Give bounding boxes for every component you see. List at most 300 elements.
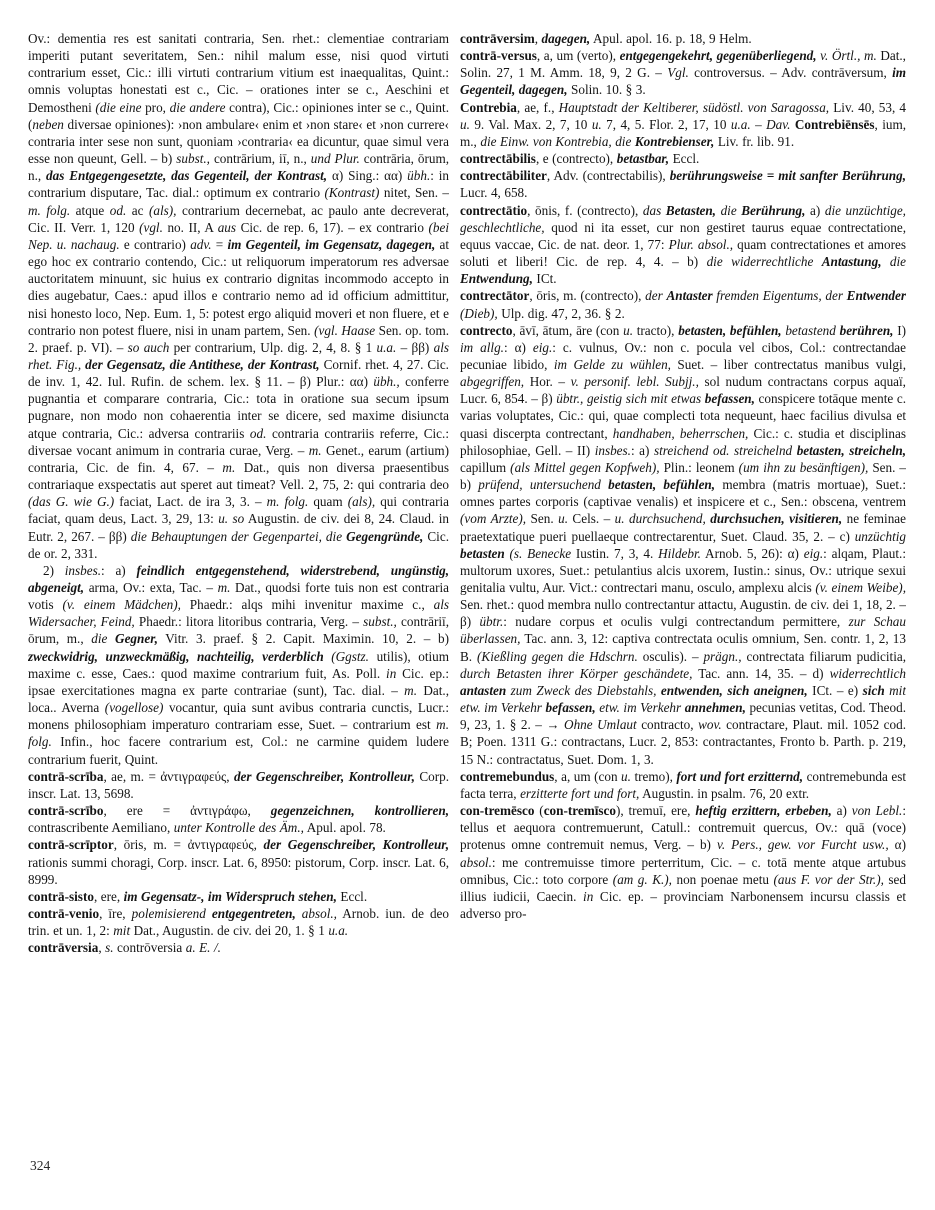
text-segment: absol., <box>295 905 337 921</box>
text-segment: im Gegenteil, im Gegensatz, dagegen, <box>227 236 436 252</box>
text-segment: das Entgegengesetzte, das Gegenteil, der Kontrast, <box>46 168 328 184</box>
text-segment: Berührung, <box>741 202 806 218</box>
text-segment: Antastung, <box>821 254 882 270</box>
text-segment: non poenae metu <box>671 871 774 887</box>
text-segment: eig. <box>532 339 553 355</box>
text-segment: fremden Eigentums, der <box>712 288 847 304</box>
text-segment: Entwender <box>846 288 906 304</box>
text-segment: contrectātor <box>460 288 530 304</box>
text-segment: von Lebl. <box>851 803 903 819</box>
text-segment: Dat., loca.. Averna <box>28 682 449 716</box>
text-segment: no. II, A <box>162 219 218 235</box>
text-segment: u. <box>591 116 602 132</box>
text-segment: absol. <box>460 854 492 870</box>
text-segment: unzüchtig <box>854 528 906 544</box>
text-segment: ), tremuī, ere, <box>615 803 696 819</box>
text-segment: : me contremuisse timore perterritum, Cic. – c. totā mente atque artubus omnibus, Cic.: toto corpore <box>460 854 906 887</box>
text-segment: Suet. – liber contrectatus manibus vulgi, <box>670 356 906 372</box>
text-segment: Phaedr.: alqs mihi invenitur maxime c., <box>180 597 434 613</box>
text-segment: contrā-sisto <box>28 888 94 904</box>
text-segment: in <box>583 888 594 904</box>
entry-contrarius-section-2 <box>28 562 449 768</box>
text-segment: als rhet. Fig., <box>28 339 449 372</box>
text-segment: Eccl. <box>336 888 368 904</box>
text-segment: v. Örtl., m. <box>816 48 877 64</box>
text-segment: u.a. <box>328 923 349 939</box>
text-segment: contrā-scrība <box>28 768 104 784</box>
text-segment: , ae, m. = ἀντιγραφεύς, <box>103 768 234 784</box>
text-segment: , ōris, m. (contrecto), <box>529 288 646 304</box>
text-segment: qui contraria faciat, quam deus, Lact. 3, 29, 13: <box>28 494 449 527</box>
text-segment: od. <box>109 202 127 218</box>
entry-contrecto <box>460 322 906 768</box>
text-segment: , ium, m., <box>460 116 906 149</box>
text-segment: , <box>534 31 542 46</box>
text-segment: Sen. <box>526 511 559 527</box>
text-segment: (Kontrast) <box>324 185 380 201</box>
text-segment: Augustin. in psalm. 76, 20 extr. <box>639 785 810 801</box>
text-segment: abgegriffen, <box>460 374 525 390</box>
text-segment: , ae, f., <box>516 99 559 115</box>
text-segment: in <box>386 665 397 681</box>
text-segment: zum Zweck des Diebstahls, <box>506 682 661 698</box>
text-segment: gegenzeichnen, kontrollieren, <box>270 803 449 819</box>
text-segment: (Ggstz. <box>331 648 369 664</box>
text-segment: der Gegensatz, die Antithese, der Kontrast, <box>81 356 320 372</box>
text-segment: handhaben, beherrschen, <box>612 425 749 441</box>
text-segment: Arnob. 5, 26): α) <box>700 545 804 561</box>
text-segment: quod ni ita esset, cur non gestiret taurus equae contrectatione, equus vaccae, Cic. de nat. deor. 1, 77: <box>460 219 906 252</box>
text-segment: Plin.: leonem <box>659 459 739 475</box>
text-segment: u. <box>623 322 633 338</box>
text-segment: m. <box>222 459 236 475</box>
text-segment: (v. einem Weibe), <box>815 580 906 595</box>
text-segment: , ere = ἀντιγράφω, <box>103 803 271 819</box>
text-segment: im Gelde zu wühlen, <box>553 356 671 372</box>
text-segment: adv. <box>190 236 212 252</box>
text-segment: , e (contrecto), <box>535 151 617 167</box>
text-segment: : c. vulnus, Ov.: non c. pocula vel cibos, Col.: contrectandae pecuniae libido, <box>460 339 906 372</box>
entry-contrectatio <box>460 202 906 288</box>
text-segment: : α) <box>503 339 533 355</box>
text-segment: übh., <box>373 374 400 390</box>
text-segment: contrā-scrīptor <box>28 837 114 853</box>
text-segment: Apul. apol. 78. <box>303 820 386 836</box>
text-segment: contraria contrariis referre, Cic.: diversae vocant animum in contraria curae, Verg. – <box>28 425 449 458</box>
text-segment: so auch <box>127 339 170 355</box>
text-segment: Sen. op. tom. 2. praef. p. VI). – <box>28 322 449 355</box>
text-segment: die <box>715 202 742 218</box>
text-segment: Gegengründe, <box>346 528 424 544</box>
text-segment: con-tremēsco <box>460 803 535 819</box>
text-segment: per contrarium, Ulp. dig. 2, 4, 8. § 1 <box>169 339 377 355</box>
text-segment: arma, Ov.: exta, Tac. – <box>84 580 218 595</box>
text-segment: Cic.: c. studia et disciplinas philosophiae, Gell. – II) <box>460 425 906 458</box>
text-segment: contrectābiliter <box>460 168 547 184</box>
text-segment: erzitterte fort und fort, <box>520 785 640 801</box>
entry-contrarius-continuation <box>28 30 449 562</box>
text-segment: a. E. /. <box>185 940 221 956</box>
text-segment: Vgl. <box>667 65 689 81</box>
text-segment: contrarium decernebat, ac paulo ante decreverat, Cic. II. Verr. 1, 120 <box>28 202 449 235</box>
text-segment: (als), <box>347 494 376 510</box>
text-segment: u. <box>621 768 631 784</box>
text-segment: u. so <box>218 511 245 527</box>
text-segment: contrectātio <box>460 202 528 218</box>
text-segment: controversus. – Adv. contrāversum, <box>688 65 893 81</box>
text-segment: Iustin. 7, 3, 4. <box>571 545 659 561</box>
text-segment: Sen. rhet.: quod membra nullo contrectantur attactu, Augustin. de civ. dei 1, 18, 2. – β) <box>460 597 906 630</box>
text-segment: Entwendung, <box>460 271 533 287</box>
entry-contra-versus <box>460 47 906 98</box>
text-segment: berühren, <box>839 322 894 338</box>
text-segment: (als Mittel gegen Kopfweh), <box>510 459 660 475</box>
text-segment: Hauptstadt der Keltiberer, südöstl. von Saragossa, <box>558 99 830 115</box>
text-segment: contrārium, iī, n., <box>209 151 311 167</box>
text-segment: als Widersacher, Feind, <box>28 597 449 630</box>
text-segment: pecunias vetitas, Cod. Theod. 9, 23, 1. § 2. – → <box>460 700 906 733</box>
text-segment: vocantur, quia sunt avibus contraria cunctis, Lucr.: monens philosophiam imperaturo contrariam esse, Suet. – contrarium est <box>28 700 449 733</box>
text-segment: contrecto <box>460 322 513 338</box>
text-segment: contrā-versus <box>460 48 537 64</box>
text-segment: polemisierend <box>131 905 212 921</box>
text-segment: zweckwidrig, unzweckmäßig, nachteilig, verderblich <box>28 648 332 664</box>
entry-contra-venio <box>28 905 449 939</box>
text-segment: tracto), <box>632 322 679 338</box>
text-segment: annehmen, <box>684 700 746 716</box>
text-segment: at ego hoc ex contrario contendo, Cic.: ut reliquorum imperatorum res adversae auctoritatem minuunt, sic huius ex contrario dignitas incommodo accepto in dies augebatur, Caes.: apud illos e contrario nemo ad id officium admittitur, nisi honesto loco, Nep. Eum. 1, 5: potest ergo aliquid moveri et non fluere, et e contrario non potest fluere, nisi in unam partem, Sen. <box>28 236 449 338</box>
text-segment: Ohne Umlaut <box>564 717 637 733</box>
text-segment: betasten, streicheln, <box>796 442 906 458</box>
text-segment: , <box>98 940 106 956</box>
text-segment: Solin. 10. § 3. <box>567 82 646 98</box>
text-segment: Eccl. <box>669 151 700 167</box>
text-segment: Liv. fr. lib. 91. <box>714 133 795 149</box>
column-right <box>460 30 906 1154</box>
text-segment: betastend <box>781 322 840 338</box>
text-segment: osculis). – <box>637 648 704 664</box>
text-segment: m. folg. <box>28 717 449 750</box>
text-segment: die <box>91 631 116 647</box>
text-segment: Augustin. de civ. dei 8, 24. Claud. in Eutr. 2, 267. – ββ) <box>28 511 449 544</box>
text-segment: Dat., quis non diversa praesentibus contrariaque exspectatis aut speret aut timeat? Vell. 2, 75, 2: qui contraria deo <box>28 459 449 493</box>
text-segment: Hildebr. <box>658 545 701 561</box>
text-segment: u.a. <box>376 339 397 355</box>
text-segment: prüfend, untersuchend <box>478 477 609 493</box>
text-segment: (s. Benecke <box>509 545 572 561</box>
text-segment: subst., <box>176 151 210 167</box>
text-segment: contrāversia <box>28 940 99 956</box>
text-segment: quam contrectationes et amores soluti et liberi! Cic. de rep. 4, 4. – b) <box>460 236 906 270</box>
text-segment: , a, um (con <box>554 768 622 784</box>
text-segment: contracto, <box>636 717 699 733</box>
text-segment: : in contrarium disputare, Tac. dial.: optimum ex contrario <box>28 168 449 201</box>
text-segment: u. <box>460 116 470 132</box>
text-segment: Tac. ann. 14, 35. – d) <box>692 665 830 681</box>
entry-contraversia <box>28 939 449 956</box>
text-segment: Sen. – b) <box>460 459 906 493</box>
text-segment: v. personif. lebl. Subjj., <box>570 374 699 390</box>
text-segment: betasten, befühlen, <box>678 322 782 338</box>
entry-contrectabilis <box>460 150 906 167</box>
entry-contraversim <box>460 30 906 47</box>
text-segment: Genet., earum (artium) contraria, Cic. de fin. 4, 67. – <box>28 442 449 475</box>
entry-contrectator <box>460 287 906 321</box>
text-segment: capillum <box>460 459 511 475</box>
text-segment: sol nudum contractans corpus aquaï, Lucr. 6, 854. – β) <box>460 374 906 407</box>
text-segment: entgegentreten, <box>211 905 296 921</box>
text-segment: Cels. – <box>567 511 615 527</box>
text-segment: Dat., Augustin. de civ. dei 20, 1. § 1 <box>130 923 329 939</box>
text-segment: (als), <box>148 202 177 218</box>
text-segment: contremebundus <box>460 768 555 784</box>
text-segment: contractare, Plaut. mil. 1052 cod. B; Poen. 1311 G.: contractans, Lucr. 2, 853: contractantes, Fronto b. Parth. p. 219, 15 N.: contractatus, Suet. Dom. 1, 3. <box>460 717 906 767</box>
text-segment: 9. Val. Max. 2, 7, 10 <box>469 116 592 132</box>
text-segment: contra), Cic.: opiniones inter se c., Quint. ( <box>28 99 449 132</box>
text-segment: Corp. inscr. Lat. 13, 5698. <box>28 768 449 801</box>
text-segment: widerrechtlich <box>829 665 906 681</box>
text-segment: m. <box>308 442 322 458</box>
text-segment: contrōversia <box>113 940 186 956</box>
text-segment: im Gegenteil, dagegen, <box>460 65 906 98</box>
text-segment: contrāria, ōrum, n., <box>28 151 449 184</box>
text-segment: das <box>642 202 666 218</box>
text-segment: dagegen, <box>541 31 591 46</box>
text-segment: Cic. de rep. 6, 17). – ex contrario <box>236 219 429 235</box>
text-segment: Betasten, <box>665 202 716 218</box>
text-segment: Arnob. iun. de deo trin. et un. 1, 2: <box>28 905 449 939</box>
text-segment: tremo), <box>630 768 677 784</box>
text-segment: neben <box>32 116 64 132</box>
text-segment: Ulp. dig. 47, 2, 36. § 2. <box>497 305 625 321</box>
text-segment: der Gegenschreiber, Kontrolleur, <box>233 768 415 784</box>
text-segment: Ov.: dementia res est sanitati contraria, Sen. rhet.: clementiae contrariam imperiti putant severitatem, Sen.: nihil malum esse, nisi quod virtuti contrarium esset, Cic.: illi virtuti contrarium vitium est inaequalitas, Quint.: omnis voluptas honestati est c., Cic. – orationes inter se c., Aeschini et Demostheni <box>28 31 449 115</box>
text-segment: Contrebia <box>460 99 517 115</box>
text-segment: Dat., Solin. 27, 1 M. Amm. 18, 9, 2 G. – <box>460 48 906 81</box>
entry-contra-scriba <box>28 768 449 802</box>
text-segment: Phaedr.: litora litoribus contraria, Verg. – <box>134 614 364 630</box>
text-segment: atque <box>70 202 110 218</box>
text-segment: : alqam, Plaut.: multorum uxores, Suet.: petulantius alcis uxorem, Iustin.: sinus, Ov.: utrique sexui genitalia vultu, Aur. Vict.: contrectari manu, osculo, amplexu alcis <box>460 545 906 595</box>
entry-con-tremesco <box>460 802 906 922</box>
text-segment: ICt. <box>532 271 557 287</box>
text-segment: con-tremīsco <box>543 803 616 819</box>
text-segment: (vgl. <box>139 219 163 235</box>
text-segment: , Adv. (contrectabilis), <box>546 168 670 184</box>
text-segment: Apul. apol. 16. p. 18, 9 Helm. <box>590 31 752 46</box>
text-segment: u. durchsuchend, <box>614 511 706 527</box>
text-segment: mit etw. im Verkehr <box>460 682 906 716</box>
text-segment: contrascribente Aemiliano, <box>28 820 174 836</box>
text-segment: : tellus et aequora contremuerunt, Catull.: contremuit quercus, Ov.: quā (voce) protenus omne contremuit nemus, Verg. – b) <box>460 803 906 853</box>
text-segment: – ββ) <box>396 339 434 355</box>
text-segment: sich <box>862 682 885 698</box>
text-segment: = <box>211 236 228 252</box>
text-segment: unter Kontrolle des Äm., <box>173 820 304 836</box>
text-segment: insbes. <box>64 562 102 578</box>
text-segment: berührungsweise = mit sanfter Berührung, <box>669 168 906 184</box>
text-segment: conferre pugnantia et comparare contraria, Cic.: tota in oratione sua secum ipsum pugnare, non modo non cohaerentia inter se dicere, sed maxime disiuncta atque contraria, Cic.: adversa contrariis <box>28 374 449 441</box>
text-segment: (Dieb), <box>460 305 498 321</box>
text-segment: pro, <box>141 99 170 115</box>
text-segment: die Einw. von Kontrebia, die <box>480 133 635 149</box>
text-segment: contrā-venio <box>28 905 100 921</box>
text-segment: (am g. K.), <box>612 871 672 887</box>
text-segment: der <box>645 288 667 304</box>
text-segment: : a) <box>630 442 654 458</box>
text-segment: mit <box>113 923 131 939</box>
text-segment: s. <box>105 940 114 956</box>
text-segment: contrāversim <box>460 31 535 46</box>
text-segment: m. <box>404 682 417 698</box>
text-segment: der Gegenschreiber, Kontrolleur, <box>263 837 449 853</box>
text-segment: subst., <box>363 614 397 630</box>
text-columns <box>28 30 906 1154</box>
text-segment: m. folg. <box>28 202 71 218</box>
text-segment: m. folg. <box>266 494 309 510</box>
text-segment: contremebunda est facta terra, <box>460 768 906 801</box>
text-segment: prägn., <box>703 648 742 664</box>
text-segment: conspicere totāque mente c. varias voluptates, Cic.: qui, quae complecti tota nequeunt, haec facilius divulsa et quasi discerpta contrectant, <box>460 391 906 441</box>
text-segment: ac <box>126 202 149 218</box>
text-segment: , a, um (verto), <box>536 48 620 64</box>
text-segment: quam <box>308 494 348 510</box>
text-segment: Plur. absol., <box>668 236 734 252</box>
text-segment: (vogellose) <box>104 700 164 716</box>
text-segment: Contrebiēnsēs <box>794 116 875 132</box>
text-segment: utilis), otium maxime c. esse, Caes.: quod maxime contrarium fuit, As. Poll. <box>28 648 449 681</box>
text-segment: die andere <box>169 99 226 115</box>
text-segment: u.a. <box>730 116 751 132</box>
text-segment: entwenden, sich aneignen, <box>660 682 808 698</box>
text-segment: eig. <box>803 545 824 561</box>
text-segment: die unzüchtige, geschlechtliche, <box>460 202 906 235</box>
text-segment: Kontrebienser, <box>634 133 715 149</box>
text-segment: (die eine <box>95 99 142 115</box>
text-segment: und Plur. <box>310 151 360 167</box>
text-segment: die Behauptungen der Gegenpartei, die <box>130 528 347 544</box>
text-segment: , īre, <box>99 905 132 921</box>
page-number: 324 <box>30 1158 51 1173</box>
text-segment: betastbar, <box>616 151 670 167</box>
text-segment: diversae opiniones): ›non ambulare‹ enim et ›non stare‹ et ›non currere‹ contraria inter sese non sunt, quoniam ›contraria‹ ea dicuntur, quae simul vera esse non queunt, Gell. – b) <box>28 116 449 167</box>
text-segment: ne feminae praetextatique pueri puellaeque contrectarentur, Suet. Claud. 35, 2. – c) <box>460 511 906 544</box>
text-segment: – <box>750 116 767 132</box>
text-segment: ( <box>534 803 544 819</box>
entry-contra-sisto <box>28 888 449 905</box>
text-segment: α) Sing.: αα) <box>327 168 408 184</box>
text-segment: v. Pers., gew. vor Furcht usw., <box>716 837 889 853</box>
entry-contremebundus <box>460 768 906 802</box>
text-segment: befassen, <box>545 700 596 716</box>
text-segment: (bei Nep. u. nachaug. <box>28 219 449 252</box>
text-segment: Cic. ep. – provinciam Narbonensem incursu classis et adverso pro- <box>460 888 906 921</box>
dictionary-page <box>28 30 906 1154</box>
text-segment: feindlich entgegenstehend, widerstrebend, ungünstig, abgeneigt, <box>28 562 449 595</box>
text-segment: , āvī, ātum, āre (con <box>512 322 624 338</box>
text-segment: Dav. <box>766 116 791 132</box>
text-segment: 2) <box>43 562 65 578</box>
text-segment: ICt. – e) <box>807 682 863 698</box>
text-segment: Infin., hoc facere contrarium est, Col.: ne carmine quidem ludere contrarium fuerit, Quint. <box>28 734 449 767</box>
text-segment: (aus F. vor der Str.), <box>773 871 884 887</box>
text-segment: od. <box>249 425 267 441</box>
text-segment: e contrario) <box>119 236 191 252</box>
text-segment: contrectata filiarum pudicitia, <box>741 648 906 664</box>
text-segment: 7, 4, 5. Flor. 2, 17, 10 <box>601 116 731 132</box>
text-segment: betasten, befühlen, <box>608 477 716 493</box>
text-segment: entgegengekehrt, gegenüberliegend, <box>619 48 817 64</box>
text-segment: (das G. wie G.) <box>28 494 115 510</box>
text-segment: (vgl. Haase <box>314 322 376 338</box>
text-segment: Dat., quodsi forte tuis non est contraria votis <box>28 580 449 613</box>
text-segment: heftig erzittern, erbeben, <box>695 803 832 819</box>
entry-contrectabiliter <box>460 167 906 201</box>
entry-contrebia <box>460 99 906 150</box>
text-segment: Antaster <box>666 288 713 304</box>
column-left <box>28 30 449 1154</box>
text-segment: (v. einem Mädchen), <box>62 597 181 613</box>
text-segment: α) <box>888 837 906 853</box>
text-segment: wov. <box>698 717 722 733</box>
text-segment: a) <box>831 803 852 819</box>
text-segment: m. <box>217 580 231 595</box>
text-segment: , ōris, m. = ἀντιγραφεύς, <box>113 837 264 853</box>
entry-contra-scribo <box>28 802 449 836</box>
text-segment: streichend od. streichelnd <box>653 442 797 458</box>
text-segment: I) <box>893 322 906 338</box>
text-segment: zur Schau überlassen, <box>460 614 906 647</box>
text-segment: Cic. de or. 2, 331. <box>28 528 449 561</box>
text-segment: im allg. <box>460 339 504 355</box>
text-segment: die widerrechtliche <box>706 254 822 270</box>
text-segment: sed illius iudicii, Caecin. <box>460 871 906 904</box>
text-segment: u. <box>558 511 568 527</box>
text-segment: rationis summi choragi, Corp. inscr. Lat. 6, 8950: pistorum, Corp. inscr. Lat. 6, 8999. <box>28 854 449 887</box>
text-segment: (Kießling gegen die Hdschrn. <box>477 648 638 664</box>
text-segment: (vom Arzte), <box>460 511 527 527</box>
text-segment: contrāriī, ōrum, m., <box>28 614 449 647</box>
text-segment: betasten <box>460 545 505 561</box>
text-segment: aus <box>217 219 237 235</box>
text-segment: übtr., geistig sich mit etwas <box>556 391 705 407</box>
text-segment: faciat, Lact. de ira 3, 3. – <box>114 494 267 510</box>
text-segment: befassen, <box>704 391 755 407</box>
text-segment: im Gegensatz-, im Widerspruch stehen, <box>123 888 337 904</box>
text-segment: , ere, <box>93 888 124 904</box>
text-segment: : a) <box>101 562 137 578</box>
text-segment: übtr. <box>479 614 504 630</box>
text-segment: : nudare corpus et oculis vulgi contrectandum permittere, <box>503 614 849 630</box>
text-segment: etw. im Verkehr <box>595 700 685 716</box>
text-segment: Liv. 40, 53, 4 <box>829 99 906 115</box>
text-segment: die <box>881 254 906 270</box>
text-segment: insbes. <box>594 442 631 458</box>
text-segment: contrā-scrībo <box>28 803 104 819</box>
text-segment: Gegner, <box>115 631 158 647</box>
text-segment: Vitr. 3. praef. § 2. Capit. Maximin. 10, 2. – b) <box>157 631 449 647</box>
text-segment: fort und fort erzitternd, <box>676 768 804 784</box>
text-segment: Hor. – <box>524 374 571 390</box>
text-segment: Lucr. 4, 658. <box>460 185 528 201</box>
text-segment: a) <box>805 202 825 218</box>
text-segment: übh. <box>407 168 431 184</box>
text-segment: Tac. ann. 3, 12: captiva contrectata oculis omnium, Sen. contr. 1, 2, 13 B. <box>460 631 906 664</box>
entry-contra-scriptor <box>28 836 449 887</box>
text-segment: membra (matris mortuae), Suet.: omnes partes corporis (captivae venalis) et inspicere et c., Sen.: obscena, ventrem <box>460 477 906 510</box>
text-segment: nitet, Sen. – <box>379 185 449 201</box>
text-segment: (um ihn zu besänftigen), <box>738 459 869 475</box>
